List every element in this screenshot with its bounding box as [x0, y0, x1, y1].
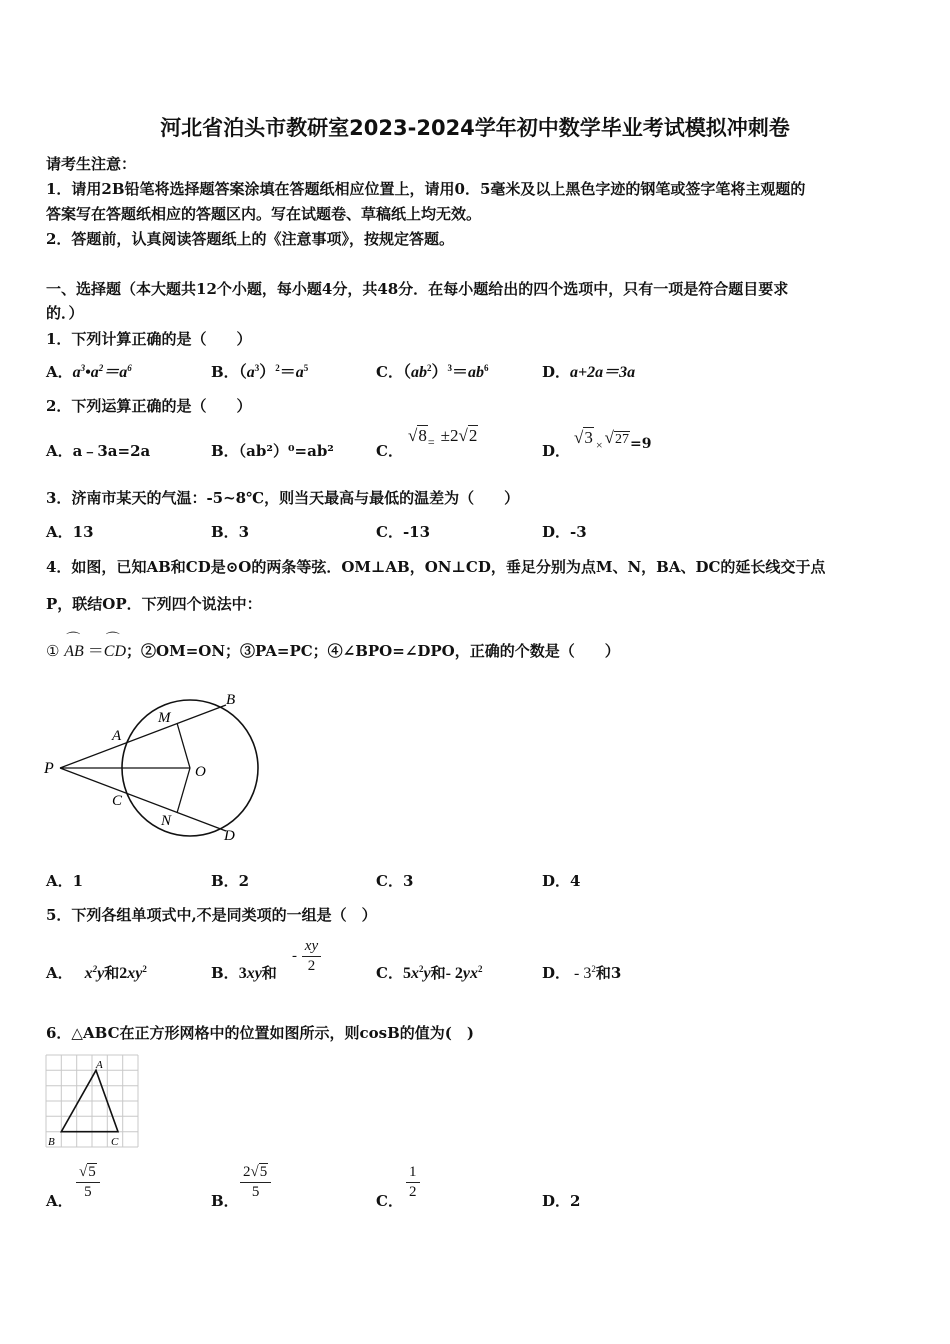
- q1-option-d: D．a+2a＝3a: [542, 363, 636, 381]
- q3-option-d: D．-3: [542, 523, 587, 541]
- q2-option-c: C．: [376, 442, 403, 460]
- label-n: N: [161, 813, 172, 829]
- q4-stem-line-2: P，联结OP．下列四个说法中：: [46, 595, 262, 613]
- q1-option-b: B．$(a^3)^2=a^5$: [211, 363, 309, 381]
- line-pb: [60, 705, 226, 768]
- q4-statements: ① ⌒ AB ＝⌒ CD；②OM=ON；③PA=PC；④∠BPO=∠DPO，正确的个数是（ ）: [46, 638, 620, 661]
- label-a: A: [112, 728, 122, 744]
- label-p: P: [44, 760, 54, 777]
- q5-option-d: D． - $3^2$和3: [542, 964, 622, 982]
- notice-line-2: 2．答题前，认真阅读答题纸上的《注意事项》，按规定答题。: [46, 230, 454, 248]
- q4-option-c: C．3: [376, 872, 414, 890]
- section-heading-line-2: 的．）: [46, 304, 84, 322]
- label-b: B: [48, 1136, 55, 1148]
- q5-option-c: C．$5x^2y$和- $2yx^2$: [376, 964, 483, 982]
- label-b: B: [226, 692, 236, 708]
- q1-option-a: A．$a^3•a^2=a^6$: [46, 363, 132, 381]
- notice-line-1: 1．请用2B铅笔将选择题答案涂填在答题纸相应位置上，请用0．5毫米及以上黑色字迹的钢笔或签字笔将主观题的: [46, 180, 806, 198]
- grid-lines: [46, 1055, 138, 1147]
- q5-option-b: B．3xy和: [211, 964, 277, 982]
- label-m: M: [158, 710, 171, 726]
- section-heading-line-1: 一、选择题（本大题共12个小题，每小题4分，共48分．在每小题给出的四个选项中，只有一项是符合题目要求: [46, 280, 789, 298]
- q2-option-d: D．: [542, 442, 571, 460]
- notice-line-1b: 答案写在答题纸相应的答题区内。写在试题卷、草稿纸上均无效。: [46, 205, 482, 223]
- q3-option-a: A．13: [46, 523, 94, 541]
- q5-option-a: A． $x^2y$和$2xy^2$: [46, 964, 147, 982]
- label-c: C: [111, 1136, 119, 1148]
- q5-stem: 5．下列各组单项式中,不是同类项的一组是（ ）: [46, 906, 377, 924]
- q5-b-fraction: - $\frac{xy}{2}$: [292, 938, 321, 975]
- q4-option-d: D．4: [542, 872, 581, 890]
- q2-d-expression: √3 $_\times$ $√27_{=9}$: [574, 428, 652, 452]
- q4-option-a: A．1: [46, 872, 84, 890]
- q3-option-b: B．3: [211, 523, 250, 541]
- line-on: [177, 768, 190, 813]
- q6-option-d: D．2: [542, 1192, 581, 1210]
- q6-grid-figure: [44, 1053, 142, 1151]
- q6-c-fraction: $\frac{1}{2}$: [406, 1164, 420, 1201]
- q1-stem: 1．下列计算正确的是（ ）: [46, 330, 252, 348]
- q2-stem: 2．下列运算正确的是（ ）: [46, 397, 252, 415]
- q2-c-expression: $√8_= \pm 2√2$: [408, 426, 478, 449]
- label-c: C: [112, 793, 123, 809]
- line-om: [177, 723, 190, 768]
- label-a: A: [96, 1059, 103, 1071]
- label-d: D: [224, 828, 235, 844]
- q4-option-b: B．2: [211, 872, 250, 890]
- q6-option-a: A．: [46, 1192, 73, 1210]
- q6-stem: 6．△ABC在正方形网格中的位置如图所示，则cosB的值为( ): [46, 1024, 474, 1042]
- notice-heading: 请考生注意：: [46, 155, 137, 173]
- q6-b-fraction: $\frac{2√5}{5}$: [240, 1164, 271, 1201]
- q6-a-fraction: $\frac{√5}{5}$: [76, 1164, 100, 1201]
- q2-option-a: A．a﹣3a=2a: [46, 442, 151, 460]
- q3-option-c: C．-13: [376, 523, 431, 541]
- q1-option-c: C．$(ab^2)^3=ab^6$: [376, 363, 489, 381]
- q3-stem: 3．济南市某天的气温：-5~8℃，则当天最高与最低的温差为（ ）: [46, 489, 520, 507]
- q6-option-c: C．: [376, 1192, 403, 1210]
- q4-stem-line-1: 4．如图，已知AB和CD是⊙O的两条等弦．OM⊥AB，ON⊥CD，垂足分别为点M、N，BA、DC的延长线交于点: [46, 558, 826, 576]
- q6-option-b: B．: [211, 1192, 239, 1210]
- page-title: 河北省泊头市教研室2023-2024学年初中数学毕业考试模拟冲刺卷: [160, 116, 790, 140]
- q2-option-b: B．（ab²）⁰=ab²: [211, 442, 334, 460]
- q4-circle-figure: [40, 685, 270, 845]
- label-o: O: [195, 764, 206, 780]
